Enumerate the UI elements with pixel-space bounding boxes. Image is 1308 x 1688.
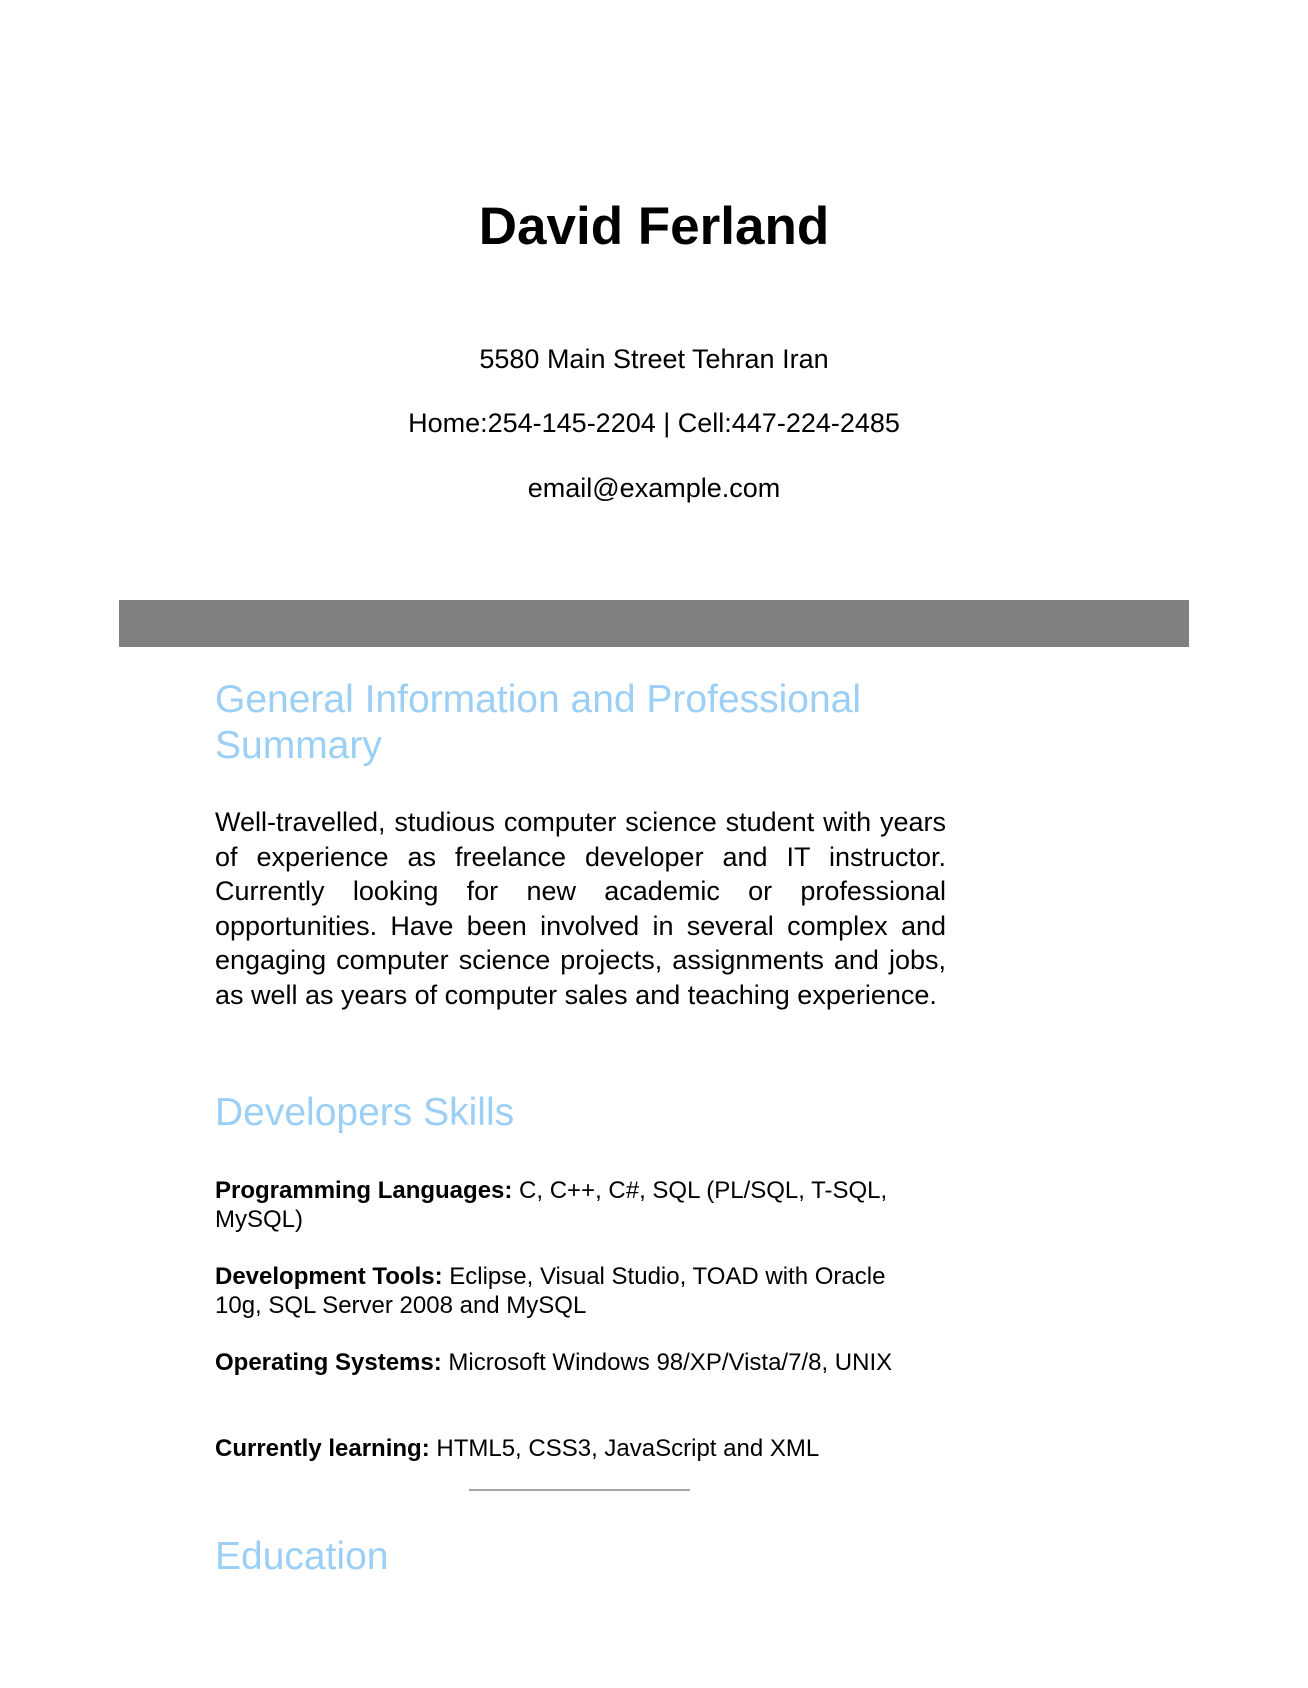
skill-label: Development Tools: [215,1263,443,1290]
summary-heading: General Information and Professional Summary [215,678,862,767]
candidate-name: David Ferland [478,197,830,256]
skill-label: Operating Systems: [215,1349,442,1376]
skill-item [215,1348,905,1377]
skill-value: Microsoft Windows 98/XP/Vista/7/8, UNIX [441,1349,893,1376]
skill-value: C, C++, C#, SQL (PL/SQL, T-SQL, MySQL) [215,1177,888,1233]
skill-item [215,1434,905,1463]
skills-heading: Developers Skills [215,1091,515,1134]
education-heading: Education [215,1535,389,1578]
email: email@example.com [527,473,781,503]
skill-item [215,1176,905,1234]
address: 5580 Main Street Tehran Iran [479,344,829,374]
section-divider [469,1489,690,1491]
summary-paragraph: Well-travelled, studious computer science student with years of experience as freelance developer and IT instructor. Currently looking for new academic or professional opportunities. Have been involved in several complex and engaging computer science projects, assignments and jobs, as well as years of computer sales and teaching experience. [215,807,946,1010]
skill-label: Programming Languages: [215,1177,513,1204]
skill-item [215,1262,905,1320]
skill-value: HTML5, CSS3, JavaScript and XML [429,1435,820,1462]
phone-numbers: Home:254-145-2204 | Cell:447-224-2485 [408,408,900,438]
skill-value: Eclipse, Visual Studio, TOAD with Oracle 10g, SQL Server 2008 and MySQL [215,1263,886,1319]
skill-label: Currently learning: [215,1435,430,1462]
header-divider-bar [119,600,1189,647]
